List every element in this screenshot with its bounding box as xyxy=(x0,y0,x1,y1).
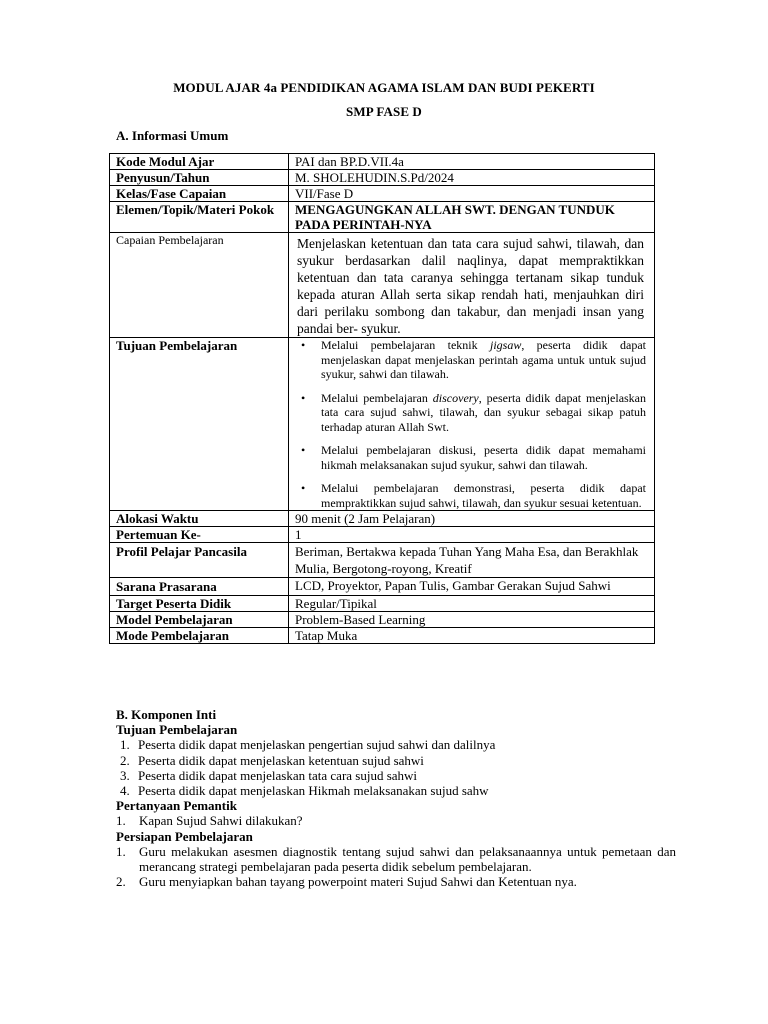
kelas-value: VII/Fase D xyxy=(289,186,655,202)
section-b-heading: B. Komponen Inti xyxy=(116,707,217,722)
list-item: • Melalui pembelajaran discovery, peserta didik dapat menjelaskan tata cara sujud sahwi, tilawah, dan syukur sebagai sikap patuh terhadap aturan Allah Swt. xyxy=(301,390,647,434)
sarana-value: LCD, Proyektor, Papan Tulis, Gambar Gerakan Sujud Sahwi xyxy=(289,578,655,596)
bullet-icon: • xyxy=(301,443,306,457)
bullet-icon: • xyxy=(301,481,306,495)
tujuan-bullet-list xyxy=(295,338,648,510)
pertanyaan-heading: Pertanyaan Pemantik xyxy=(116,798,237,814)
list-item: 1. Peserta didik dapat menjelaskan pengertian sujud sahwi dan dalilnya xyxy=(120,737,496,753)
kelas-label: Kelas/Fase Capaian xyxy=(110,186,289,202)
table-row xyxy=(110,511,655,527)
profil-value: Beriman, Bertakwa kepada Tuhan Yang Maha Esa, dan Berakhlak Mulia, Bergotong-royong, Kreatif xyxy=(289,543,655,578)
info-table xyxy=(109,153,655,644)
table-row xyxy=(110,628,655,644)
list-item: 3. Peserta didik dapat menjelaskan tata cara sujud sahwi xyxy=(120,767,418,783)
list-item: • Melalui pembelajaran demonstrasi, peserta didik dapat mempraktikkan sujud sahwi, tilawah, dan syukur sesuai ketentuan. xyxy=(301,481,646,510)
target-label: Target Peserta Didik xyxy=(110,596,289,612)
list-item: 2. Peserta didik dapat menjelaskan ketentuan sujud sahwi xyxy=(120,752,424,768)
sarana-label: Sarana Prasarana xyxy=(110,578,289,596)
table-row xyxy=(110,596,655,612)
table-row xyxy=(110,527,655,543)
pertemuan-value: 1 xyxy=(289,527,655,543)
alokasi-value: 90 menit (2 Jam Pelajaran) xyxy=(289,511,655,527)
capaian-cell xyxy=(289,233,655,338)
table-row xyxy=(110,578,655,596)
table-row xyxy=(110,202,655,233)
model-value: Problem-Based Learning xyxy=(289,612,655,628)
profil-label: Profil Pelajar Pancasila xyxy=(110,543,289,578)
alokasi-label: Alokasi Waktu xyxy=(110,511,289,527)
table-row xyxy=(110,186,655,202)
elemen-label: Elemen/Topik/Materi Pokok xyxy=(110,202,289,233)
document-subtitle: SMP FASE D xyxy=(346,104,422,119)
section-b xyxy=(116,707,676,889)
target-value: Regular/Tipikal xyxy=(289,596,655,612)
list-item: 4. Peserta didik dapat menjelaskan Hikmah melaksanakan sujud sahw xyxy=(120,783,489,799)
elemen-value: MENGAGUNGKAN ALLAH SWT. DENGAN TUNDUK PADA PERINTAH-NYA xyxy=(289,202,655,233)
list-item: 1. Guru melakukan asesmen diagnostik tentang sujud sahwi dan pelaksanaannya untuk pemetaan dan merancang strategi pembelajaran pada peserta didik sebelum pembelajaran. xyxy=(116,843,676,875)
penyusun-value: M. SHOLEHUDIN.S.Pd/2024 xyxy=(289,170,655,186)
table-row xyxy=(110,154,655,170)
list-item: 1. Kapan Sujud Sahwi dilakukan? xyxy=(116,813,303,829)
penyusun-label: Penyusun/Tahun xyxy=(110,170,289,186)
bullet-icon: • xyxy=(301,338,306,352)
document-title: MODUL AJAR 4a PENDIDIKAN AGAMA ISLAM DAN BUDI PEKERTI xyxy=(173,80,595,95)
list-item: • Melalui pembelajaran teknik jigsaw, peserta didik dapat menjelaskan dapat menjelaskan perintah agama untuk untuk sujud syukur, sahwi dan tilawah. xyxy=(301,338,646,381)
table-row xyxy=(110,170,655,186)
list-item: 2. Guru menyiapkan bahan tayang powerpoint materi Sujud Sahwi dan Ketentuan nya. xyxy=(116,874,577,890)
tujuan-list xyxy=(116,737,676,798)
mode-value: Tatap Muka xyxy=(289,628,655,644)
pertanyaan-list xyxy=(116,813,676,828)
pertemuan-label: Pertemuan Ke- xyxy=(110,527,289,543)
tujuan-heading: Tujuan Pembelajaran xyxy=(116,722,238,738)
table-row xyxy=(110,543,655,578)
kode-value: PAI dan BP.D.VII.4a xyxy=(289,154,655,170)
bullet-icon: • xyxy=(301,390,306,405)
table-row xyxy=(110,338,655,511)
tujuan-label: Tujuan Pembelajaran xyxy=(110,338,289,511)
section-a-heading: A. Informasi Umum xyxy=(116,128,229,143)
capaian-label: Capaian Pembelajaran xyxy=(110,233,289,338)
kode-label: Kode Modul Ajar xyxy=(110,154,289,170)
table-row xyxy=(110,233,655,338)
capaian-value: Menjelaskan ketentuan dan tata cara sujud sahwi, tilawah, dan syukur berdasarkan dalil naqlinya, dapat mempraktikkan ketentuan dan tata caranya sehingga tertanam sikap tunduk kepada aturan Allah serta sikap rendah hati, menjauhkan diri dari perilaku sombong dan takabur, dan menjadi insan yang pandai ber- syukur. xyxy=(297,236,644,336)
mode-label: Mode Pembelajaran xyxy=(110,628,289,644)
persiapan-list xyxy=(116,844,676,890)
persiapan-heading: Persiapan Pembelajaran xyxy=(116,828,253,844)
model-label: Model Pembelajaran xyxy=(110,612,289,628)
tujuan-cell xyxy=(289,338,655,511)
list-item: • Melalui pembelajaran diskusi, peserta didik dapat memahami hikmah melaksanakan sujud syukur, sahwi dan tilawah. xyxy=(301,443,646,472)
table-row xyxy=(110,612,655,628)
